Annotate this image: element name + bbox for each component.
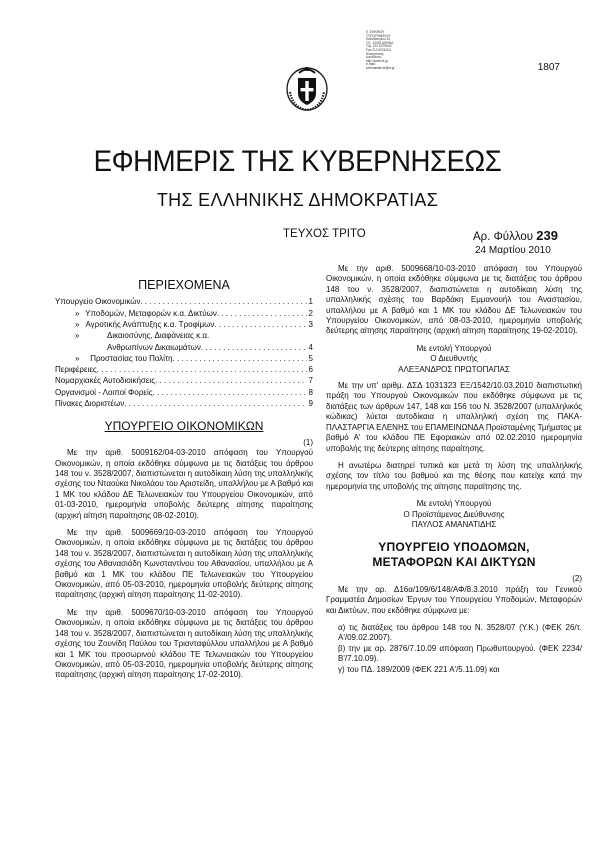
item-number: (2) [572, 574, 582, 584]
signature-block: Με εντολή Υπουργού Ο Διευθυντής ΑΛΕΞΑΝΔΡΟΣ ΠΡΩΤΟΠΑΠΑΣ [398, 343, 510, 374]
signature-block: Με εντολή Υπουργού Ο Προϊστάμενος Διεύθυνσης ΠΑΥΛΟΣ ΑΜΑΝΑΤΙΔΗΣ [403, 499, 505, 529]
left-column [55, 264, 313, 688]
issue-number [473, 228, 558, 243]
toc-row[interactable]: » Αγροτικής Ανάπτυξης κ.α. Τροφίμων . . . 3 [55, 319, 313, 330]
issue-date: 24 Μαρτίου 2010 [475, 245, 551, 256]
decision-paragraph: Με την αριθ. 5009670/10-03-2010 απόφαση του Υπουργού Οικονομικών, η οποία εκδόθηκε σύμφωνα με τις διατάξεις του άρθρου 148 του ν. 3528/2007, διαπιστώνεται η αυτοδίκαιη λύση της υπαλληλικής σχέσης του Ζουνίδη Παύλου του Τριανταφύλλου υπαλλήλου με Α βαθμό και 1 ΜΚ του προσωρινού κλάδου ΤΕ Τελωνειακών του Υπουργείου Οικονομικών, από 05-03-2010, ημερομηνία υποβολής δεύτερης αίτησης παραίτησης (αρχική αίτηση παραίτησης 17-02-2010). [55, 607, 313, 680]
toc-row[interactable]: Πίνακες Διοριστέων . . . 9 [55, 398, 313, 409]
gazette-title: ΕΦΗΜΕΡΙΣ ΤΗΣ ΚΥΒΕΡΝΗΣΕΩΣ [93, 145, 502, 178]
gazette-subtitle: ΤΗΣ ΕΛΛΗΝΙΚΗΣ ΔΗΜΟΚΡΑΤΙΑΣ [156, 190, 439, 210]
decision-paragraph: Με την αρ. Δ16α/109/6/148/ΑΦ/8.3.2010 πράξη του Γενικού Γραμματέα Δημοσίων Έργων του Υπουργείου Υποδομών, Μεταφορών και Δικτύων, που εκδόθηκε σύμφωνα με: [326, 584, 582, 615]
toc-row[interactable]: » Υποδομών, Μεταφορών κ.α. Δικτύων . . . 2 [55, 308, 313, 319]
toc-row[interactable]: » Προστασίας του Πολίτη . . . 5 [55, 353, 313, 364]
issue-number-value: 239 [536, 228, 558, 243]
toc-row[interactable]: Ανθρωπίνων Δικαιωμάτων . . . 4 [55, 342, 313, 353]
toc-row[interactable]: Οργανισμοί - Λοιποί Φορείς . . . 8 [55, 387, 313, 398]
list-item: γ) του ΠΔ. 189/2009 (ΦΕΚ 221 Α'/5.11.09) και [338, 664, 500, 674]
section-title-finance: ΥΠΟΥΡΓΕΙΟ ΟΙΚΟΝΟΜΙΚΩΝ [104, 419, 264, 434]
decision-paragraph: Η ανωτέρω διατηρεί τυπικά και μετά τη λύση της υπαλληλικής σχέσης τον τίτλο του βαθμού και της θέσης που κατείχε κατά την ημερομηνία της υποβολής της αίτησης παραίτησης της. [326, 460, 582, 491]
list-item: α) τις διατάξεις του άρθρου 148 του Ν. 3528/07 (Υ.Κ.) (ΦΕΚ 26/τ. Α'/09.02.2007). [338, 622, 582, 643]
coat-of-arms-icon [285, 62, 329, 112]
toc-title: ΠΕΡΙΕΧΟΜΕΝΑ [138, 278, 230, 292]
decision-paragraph: Με την αριθ. 5009668/10-03-2010 απόφαση του Υπουργού Οικονομικών, η οποία εκδόθηκε σύμφωνα με τις διατάξεις του άρθρου 148 του ν. 3528/2007, διαπιστώνεται η αυτοδίκαιη λύση της υπαλληλικής σχέσης του Βαρδάκη Εμμανουήλ του Αναστασίου, υπαλλήλου με Α βαθμό και 1 ΜΚ του κλάδου ΔΕ Τελωνειακών του Υπουργείου Οικονομικών, από 08-03-2010, ημερομηνία υποβολής δεύτερης αίτησης παραίτησης (αρχική αίτηση παραίτησης 19-02-2010). [326, 264, 582, 336]
section-title-infrastructure: ΥΠΟΥΡΓΕΙΟ ΥΠΟΔΟΜΩΝ, ΜΕΤΑΦΟΡΩΝ ΚΑΙ ΔΙΚΤΥΩΝ [372, 540, 536, 570]
issue-series: ΤΕΥΧΟΣ ΤΡΙΤΟ [283, 228, 366, 240]
page-number: 1807 [537, 62, 560, 73]
publisher-info: Ε. ΕΘΝΙΚΟΥ ΤΥΠΟΓΡΑΦΕΙΟΥ Καποδιστρίου 34 Τ.Κ. 10432 ΑΘΗΝΑ Τηλ. 210 5279000 Fax 210 5221004 Ηλεκτρονική Διεύθυνση: http://www.et.gr e-mail: webmaster.et@et.gr [366, 30, 395, 70]
item-number: (1) [303, 437, 313, 447]
decision-paragraph: Με την αριθ. 5009162/04-03-2010 απόφαση του Υπουργού Οικονομικών, η οποία εκδόθηκε σύμφωνα με τις διατάξεις του άρθρου 148 του ν. 3528/2007, διαπιστώνεται η αυτοδίκαιη λύση της υπαλληλικής σχέσης του Νταούκα Νικολάου του Αριστείδη, υπαλλήλου με Α βαθμό και 1 ΜΚ του κλάδου ΔΕ Τελωνειακών του Υπουργείου Οικονομικών, από 01-03-2010, ημερομηνία υποβολής δεύτερης αίτησης παραίτησης (αρχική αίτηση παραίτησης 08-02-2010). [55, 448, 313, 520]
toc-row[interactable]: Υπουργείο Οικονομικών . . . 1 [55, 296, 313, 307]
toc-row[interactable]: Νομαρχιακές Αυτοδιοικήσεις . . . 7 [55, 375, 313, 386]
decision-paragraph: Με την αριθ. 5009669/10-03-2010 απόφαση του Υπουργού Οικονομικών, η οποία εκδόθηκε σύμφωνα με τις διατάξεις του άρθρου 148 του ν. 3528/2007, διαπιστώνεται η αυτοδίκαιη λύση της υπαλληλικής σχέσης του Αθανασιάδη Κωνσταντίνου του Αθανασίου, υπαλλήλου με Α βαθμό και 1 ΜΚ του κλάδου ΠΕ Τελωνειακών του Υπουργείου Οικονομικών, από 05-03-2010, ημερομηνία υποβολής δεύτερης αίτησης παραίτησης (αρχική αίτηση παραίτησης 11-02-2010). [55, 528, 313, 600]
toc-row[interactable]: » Δικαιοσύνης, Διαφάνειας κ.α. [75, 331, 210, 341]
toc-row[interactable]: Περιφέρειες . . . 6 [55, 364, 313, 375]
right-column [326, 264, 582, 675]
list-item: β) την με αρ. 2876/7.10.09 απόφαση Πρωθυπουργού. (ΦΕΚ 2234/Β'/7.10.09). [338, 643, 582, 664]
decision-paragraph: Με την υπ' αριθμ. ΔΣΔ 1031323 ΕΞ/1542/10.03.2010 διαπιστωτική πράξη του Υπουργού Οικονομικών που εκδόθηκε σύμφωνα με τις διατάξεις των άρθρων 147, 148 και 156 του Ν. 3528/2007 (υπαλληλικός κώδικας) λύεται αυτοδίκαια η υπαλληλική σχέση της ΠΑΚΑ-ΠΛΑΣΤΑΡΓΙΑ ΕΛΕΝΗΣ του ΕΠΑΜΕΙΝΩΝΔΑ Προϊσταμένης Τμήματος με βαθμό Α' του κλάδου ΠΕ Εφοριακών από 02.02.2010 ημερομηνία υποβολής της δεύτερης αίτησης παραίτησης. [326, 381, 582, 453]
issue-number-label: Αρ. Φύλλου [473, 231, 534, 243]
